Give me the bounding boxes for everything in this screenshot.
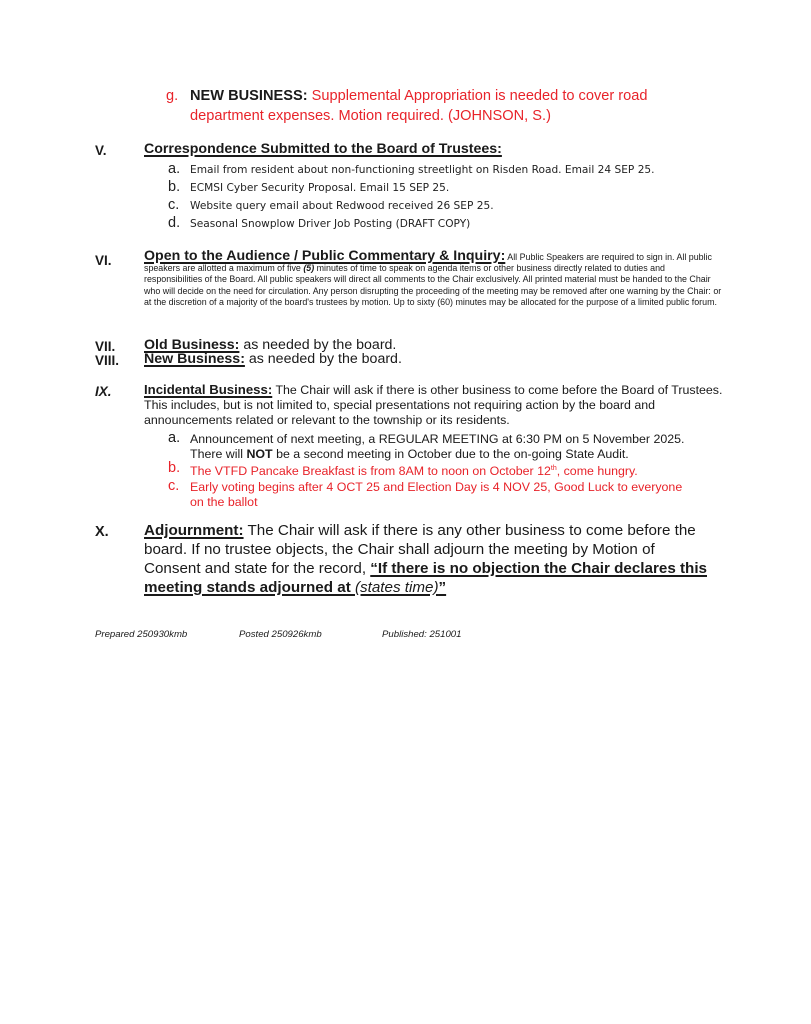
section-text: All Public Speakers are required to sign in. All public speakers are allotted a maximum of five bbox=[144, 252, 712, 274]
item-letter: a. bbox=[168, 161, 181, 177]
item-text: , come hungry. bbox=[556, 464, 638, 479]
list-item bbox=[168, 161, 655, 177]
item-text: ECMSI Cyber Security Proposal. Email 15 SEP 25. bbox=[190, 182, 450, 194]
item-label: NEW BUSINESS: bbox=[190, 88, 308, 104]
section-number: IX. bbox=[95, 384, 112, 399]
item-text: The VTFD Pancake Breakfast is from 8AM to noon on October 12 bbox=[190, 464, 551, 479]
adjournment-quote: “If there is no objection the Chair declares this meeting stands adjourned at bbox=[144, 560, 707, 596]
section-heading-incidental-business: Incidental Business: bbox=[144, 382, 273, 397]
section-heading-correspondence: Correspondence Submitted to the Board of Trustees: bbox=[144, 141, 502, 157]
list-item bbox=[168, 197, 494, 213]
item-text: Early voting begins after 4 OCT 25 and Election Day is 4 NOV 25, Good Luck to everyone on the ballot bbox=[190, 480, 683, 509]
item-bold-text: NOT bbox=[246, 446, 273, 461]
section-new-business bbox=[144, 351, 402, 367]
published-stamp: Published: 251001 bbox=[382, 629, 462, 640]
item-text: Email from resident about non-functioning streetlight on Risden Road. Email 24 SEP 25. bbox=[190, 164, 655, 176]
section-text: The Chair will ask if there is any other business to come before the board. If no trustee objects, the Chair shall adjourn the meeting by Motion of Consent and state for the record, bbox=[144, 522, 696, 577]
item-letter: a. bbox=[168, 430, 181, 446]
section-adjournment bbox=[144, 521, 714, 597]
list-item bbox=[168, 462, 688, 479]
list-item bbox=[168, 432, 688, 461]
section-number: VI. bbox=[95, 253, 112, 268]
section-number: V. bbox=[95, 143, 107, 158]
section-heading-old-business: Old Business: bbox=[144, 337, 240, 353]
item-text: Seasonal Snowplow Driver Job Posting (DRAFT COPY) bbox=[190, 218, 471, 230]
new-business-item-g bbox=[166, 86, 686, 126]
section-text: as needed by the board. bbox=[239, 337, 397, 353]
section-heading-adjournment: Adjournment: bbox=[144, 522, 244, 539]
item-letter: c. bbox=[168, 478, 180, 494]
section-heading-new-business: New Business: bbox=[144, 351, 245, 367]
list-item bbox=[168, 215, 470, 231]
list-item bbox=[168, 480, 688, 509]
list-item bbox=[168, 179, 449, 195]
section-number: VIII. bbox=[95, 353, 120, 368]
adjournment-quote-end: ” bbox=[438, 579, 447, 596]
section-heading-public-commentary: Open to the Audience / Public Commentary & Inquiry: bbox=[144, 248, 506, 264]
item-superscript: th bbox=[550, 465, 557, 472]
item-text: Website query email about Redwood received 26 SEP 25. bbox=[190, 200, 494, 212]
section-text: as needed by the board. bbox=[244, 351, 402, 367]
adjournment-quote-italic: (states time) bbox=[354, 579, 439, 596]
posted-stamp: Posted 250926kmb bbox=[239, 629, 322, 640]
item-text: be a second meeting in October due to the on-going State Audit. bbox=[272, 446, 629, 461]
item-text: Announcement of next meeting, a REGULAR MEETING at 6:30 PM on 5 November 2025. There will bbox=[190, 432, 685, 461]
item-letter: g. bbox=[166, 88, 179, 104]
section-public-commentary bbox=[144, 248, 722, 308]
section-text: The Chair will ask if there is other business to come before the Board of Trustees. This includes, but is not limited to, special presentations not requiring action by the board and announcements related or relevant to the township or its residents. bbox=[144, 383, 723, 427]
item-letter: b. bbox=[168, 460, 181, 476]
section-incidental-business bbox=[144, 382, 724, 428]
item-letter: b. bbox=[168, 179, 181, 195]
item-letter: c. bbox=[168, 197, 180, 213]
prepared-stamp: Prepared 250930kmb bbox=[95, 629, 188, 640]
section-text: minutes of time to speak on agenda items or other business directly related to duties and responsibilities of the Board. All public speakers will direct all comments to the Chair exclusively. All printed material must be handed to the Chair who will decide on the need for circulation. Any person disrupting the proceeding of the meeting may be removed after one warning by the Chair: or at the discretion of a majority of the board's trustees by motion. Up to sixty (60) minutes may be allocated for the purpose of a limited public forum. bbox=[144, 263, 722, 307]
section-number: X. bbox=[95, 524, 109, 540]
emphasis-text: (5) bbox=[303, 263, 315, 274]
item-letter: d. bbox=[168, 215, 181, 231]
item-text: Supplemental Appropriation is needed to cover road department expenses. Motion required. (JOHNSON, S.) bbox=[190, 88, 648, 124]
section-number: VII. bbox=[95, 339, 116, 354]
